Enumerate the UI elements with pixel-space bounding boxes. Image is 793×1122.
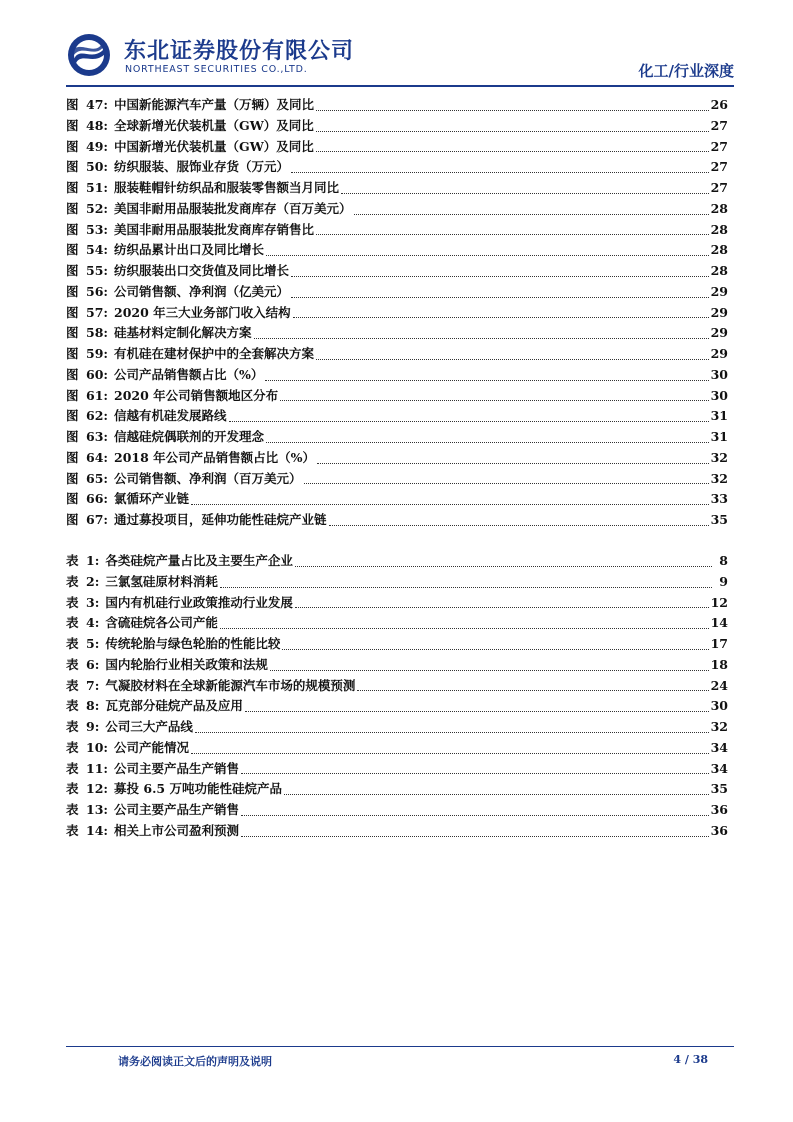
dot-leader [291, 297, 709, 298]
entry-prefix: 图 [66, 387, 79, 403]
toc-table-entry[interactable] [66, 676, 728, 697]
entry-title: 信越有机硅发展路线 [114, 408, 227, 424]
entry-page: 24 [710, 677, 728, 693]
toc-figure-entry[interactable] [66, 448, 728, 469]
toc-table-entry[interactable] [66, 779, 728, 800]
entry-title: 国内有机硅行业政策推动行业发展 [105, 594, 293, 610]
dot-leader [291, 276, 709, 277]
entry-page: 29 [710, 304, 728, 320]
dot-leader [329, 525, 709, 526]
entry-title: 公司主要产品生产销售 [114, 802, 240, 817]
toc-figure-entry[interactable] [66, 199, 728, 220]
entry-page: 8 [719, 553, 728, 568]
entry-page: 30 [710, 387, 728, 403]
entry-prefix: 表 [66, 553, 79, 568]
entry-prefix: 图 [66, 180, 79, 195]
entry-prefix: 表 [66, 615, 79, 631]
toc-table-entry[interactable] [66, 593, 728, 614]
entry-title: 公司主要产品生产销售 [114, 760, 240, 776]
dot-leader [316, 359, 709, 360]
entry-page: 36 [710, 802, 728, 817]
toc-figure-entry[interactable] [66, 178, 728, 199]
entry-page: 28 [710, 200, 728, 216]
entry-title: 全球新增光伏装机量（GW）及同比 [114, 117, 314, 133]
table-list [66, 551, 728, 842]
entry-page: 9 [719, 573, 728, 589]
entry-prefix: 图 [66, 449, 79, 465]
entry-prefix: 图 [66, 429, 79, 444]
entry-page: 31 [710, 408, 728, 424]
dot-leader [254, 338, 709, 339]
entry-number: 5: [86, 636, 100, 651]
toc-figure-entry[interactable] [66, 427, 728, 448]
dot-leader [284, 794, 709, 795]
entry-prefix: 图 [66, 263, 79, 278]
entry-number: 52: [86, 200, 109, 216]
entry-number: 65: [86, 470, 109, 486]
entry-page: 29 [710, 346, 728, 361]
entry-prefix: 图 [66, 117, 79, 133]
entry-page: 27 [710, 159, 728, 175]
toc-table-entry[interactable] [66, 696, 728, 717]
entry-number: 62: [86, 408, 109, 424]
entry-number: 56: [86, 283, 109, 299]
entry-page: 26 [710, 97, 728, 112]
entry-prefix: 表 [66, 822, 79, 838]
entry-prefix: 表 [66, 781, 79, 797]
toc-figure-entry[interactable] [66, 344, 728, 365]
entry-number: 58: [86, 325, 109, 341]
entry-number: 6: [86, 656, 100, 672]
entry-title: 纺织服装出口交货值及同比增长 [114, 263, 290, 278]
entry-number: 10: [86, 739, 109, 755]
report-category: 化工/行业深度 [638, 62, 734, 80]
dot-leader [280, 400, 708, 401]
toc-figure-entry[interactable] [66, 116, 728, 137]
entry-title: 氯循环产业链 [114, 491, 190, 507]
entry-prefix: 图 [66, 200, 79, 216]
entry-prefix: 表 [66, 656, 79, 672]
dot-leader [295, 607, 709, 608]
entry-prefix: 表 [66, 636, 79, 651]
dot-leader [191, 504, 709, 505]
entry-title: 中国新增光伏装机量（GW）及同比 [114, 138, 314, 154]
entry-prefix: 图 [66, 304, 79, 320]
dot-leader [304, 483, 709, 484]
entry-title: 公司产能情况 [114, 739, 190, 755]
dot-leader [341, 193, 709, 194]
dot-leader [266, 442, 709, 443]
entry-title: 国内轮胎行业相关政策和法规 [105, 656, 268, 672]
entry-title: 气凝胶材料在全球新能源汽车市场的规模预测 [105, 677, 356, 693]
toc-table-entry[interactable] [66, 717, 728, 738]
entry-page: 27 [710, 117, 728, 133]
entry-page: 36 [710, 822, 728, 838]
dot-leader [317, 463, 709, 464]
toc-figure-entry[interactable] [66, 261, 728, 282]
entry-number: 57: [86, 304, 109, 320]
toc-figure-entry[interactable] [66, 510, 728, 531]
entry-title: 公司三大产品线 [105, 719, 193, 734]
entry-number: 53: [86, 221, 109, 237]
footer-divider [66, 1046, 734, 1047]
entry-prefix: 表 [66, 802, 79, 817]
dot-leader [241, 815, 709, 816]
toc-figure-entry[interactable] [66, 365, 728, 386]
entry-number: 7: [86, 677, 100, 693]
entry-title: 服装鞋帽针纺织品和服装零售额当月同比 [114, 180, 340, 195]
entry-number: 49: [86, 138, 109, 154]
dot-leader [266, 255, 709, 256]
entry-title: 有机硅在建材保护中的全套解决方案 [114, 346, 315, 361]
entry-title: 硅基材料定制化解决方案 [114, 325, 252, 341]
entry-prefix: 表 [66, 719, 79, 734]
entry-number: 64: [86, 449, 109, 465]
entry-number: 63: [86, 429, 109, 444]
dot-leader [316, 151, 709, 152]
entry-page: 34 [710, 760, 728, 776]
entry-page: 32 [710, 719, 728, 734]
entry-number: 60: [86, 366, 109, 382]
entry-number: 47: [86, 97, 109, 112]
entry-title: 美国非耐用品服装批发商库存销售比 [114, 221, 315, 237]
dot-leader [241, 836, 709, 837]
dot-leader [265, 380, 708, 381]
entry-title: 含硫硅烷各公司产能 [105, 615, 218, 631]
toc-figure-entry[interactable] [66, 282, 728, 303]
entry-prefix: 图 [66, 242, 79, 258]
entry-title: 中国新能源汽车产量（万辆）及同比 [114, 97, 315, 112]
toc-table-entry[interactable] [66, 634, 728, 655]
entry-page: 35 [710, 512, 728, 527]
entry-number: 3: [86, 594, 100, 610]
entry-number: 61: [86, 387, 109, 403]
entry-prefix: 图 [66, 283, 79, 299]
entry-number: 51: [86, 180, 109, 195]
entry-prefix: 图 [66, 470, 79, 486]
dot-leader [195, 732, 709, 733]
entry-number: 12: [86, 781, 109, 797]
toc-table-entry[interactable] [66, 738, 728, 759]
entry-number: 11: [86, 760, 109, 776]
entry-number: 67: [86, 512, 109, 527]
page-header [66, 30, 734, 88]
entry-prefix: 表 [66, 739, 79, 755]
entry-page: 17 [710, 636, 728, 651]
dot-leader [291, 172, 709, 173]
toc-figure-entry[interactable] [66, 489, 728, 510]
toc-table-entry[interactable] [66, 759, 728, 780]
toc-figure-entry[interactable] [66, 386, 728, 407]
dot-leader [220, 628, 709, 629]
entry-page: 31 [710, 429, 728, 444]
entry-prefix: 表 [66, 573, 79, 589]
entry-title: 公司销售额、净利润（百万美元） [114, 470, 302, 486]
entry-prefix: 图 [66, 138, 79, 154]
entry-prefix: 表 [66, 677, 79, 693]
toc-figure-entry[interactable] [66, 137, 728, 158]
entry-title: 纺织服装、服饰业存货（万元） [114, 159, 290, 175]
toc-table-entry[interactable] [66, 821, 728, 842]
entry-title: 2020 年三大业务部门收入结构 [114, 304, 291, 320]
dot-leader [316, 110, 709, 111]
entry-page: 35 [710, 781, 728, 797]
entry-page: 18 [710, 656, 728, 672]
toc-figure-entry[interactable] [66, 469, 728, 490]
entry-prefix: 图 [66, 366, 79, 382]
entry-prefix: 图 [66, 159, 79, 175]
entry-page: 34 [710, 739, 728, 755]
entry-page: 14 [710, 615, 728, 631]
toc-table-entry[interactable] [66, 551, 728, 572]
entry-title: 信越硅烷偶联剂的开发理念 [114, 429, 265, 444]
toc-table-entry[interactable] [66, 655, 728, 676]
toc-figure-entry[interactable] [66, 406, 728, 427]
entry-prefix: 表 [66, 760, 79, 776]
dot-leader [191, 753, 709, 754]
entry-title: 三氯氢硅原材料消耗 [105, 573, 218, 589]
dot-leader [229, 421, 709, 422]
header-divider [66, 85, 734, 87]
entry-title: 美国非耐用品服装批发商库存（百万美元） [114, 200, 352, 216]
entry-page: 32 [710, 470, 728, 486]
toc-figure-entry[interactable] [66, 303, 728, 324]
dot-leader [293, 317, 709, 318]
dot-leader [354, 214, 709, 215]
entry-page: 28 [710, 242, 728, 258]
entry-number: 55: [86, 263, 109, 278]
entry-prefix: 图 [66, 491, 79, 507]
dot-leader [220, 587, 712, 588]
dot-leader [241, 773, 709, 774]
entry-page: 28 [710, 221, 728, 237]
entry-title: 募投 6.5 万吨功能性硅烷产品 [114, 781, 282, 797]
entry-number: 59: [86, 346, 109, 361]
entry-title: 2020 年公司销售额地区分布 [114, 387, 279, 403]
entry-page: 28 [710, 263, 728, 278]
entry-number: 54: [86, 242, 109, 258]
dot-leader [282, 649, 708, 650]
entry-page: 29 [710, 325, 728, 341]
entry-page: 30 [710, 366, 728, 382]
entry-title: 传统轮胎与绿色轮胎的性能比较 [105, 636, 281, 651]
toc-figure-entry[interactable] [66, 323, 728, 344]
entry-title: 瓦克部分硅烷产品及应用 [105, 698, 243, 714]
entry-title: 公司产品销售额占比（%） [114, 366, 264, 382]
entry-page: 27 [710, 138, 728, 154]
toc-table-entry[interactable] [66, 800, 728, 821]
entry-title: 相关上市公司盈利预测 [114, 822, 240, 838]
entry-title: 2018 年公司产品销售额占比（%） [114, 449, 316, 465]
entry-number: 14: [86, 822, 109, 838]
dot-leader [357, 690, 708, 691]
entry-prefix: 图 [66, 97, 79, 112]
company-name-cn: 东北证券股份有限公司 [124, 39, 355, 64]
dot-leader [316, 234, 709, 235]
entry-title: 通过募投项目，延伸功能性硅烷产业链 [114, 512, 327, 527]
entry-page: 32 [710, 449, 728, 465]
entry-page: 27 [710, 180, 728, 195]
entry-title: 各类硅烷产量占比及主要生产企业 [105, 553, 293, 568]
dot-leader [245, 711, 709, 712]
page-number: 4 / 38 [673, 1053, 708, 1066]
footer-disclaimer: 请务必阅读正文后的声明及说明 [118, 1055, 272, 1068]
entry-page: 29 [710, 283, 728, 299]
entry-number: 8: [86, 698, 100, 714]
entry-title: 纺织品累计出口及同比增长 [114, 242, 265, 258]
entry-page: 12 [710, 594, 728, 610]
toc-table-entry[interactable] [66, 572, 728, 593]
northeast-securities-logo-icon [66, 32, 112, 78]
toc-figure-entry[interactable] [66, 157, 728, 178]
entry-number: 66: [86, 491, 109, 507]
dot-leader [270, 670, 709, 671]
entry-page: 33 [710, 491, 728, 507]
entry-prefix: 表 [66, 698, 79, 714]
entry-number: 1: [86, 553, 100, 568]
entry-prefix: 图 [66, 325, 79, 341]
entry-prefix: 图 [66, 346, 79, 361]
entry-prefix: 图 [66, 221, 79, 237]
entry-number: 4: [86, 615, 100, 631]
figure-list [66, 95, 728, 531]
dot-leader [316, 131, 709, 132]
toc-table-entry[interactable] [66, 613, 728, 634]
entry-number: 48: [86, 117, 109, 133]
entry-number: 2: [86, 573, 100, 589]
dot-leader [295, 566, 712, 567]
toc-figure-entry[interactable] [66, 95, 728, 116]
entry-prefix: 图 [66, 408, 79, 424]
entry-title: 公司销售额、净利润（亿美元） [114, 283, 290, 299]
entry-prefix: 表 [66, 594, 79, 610]
entry-number: 9: [86, 719, 100, 734]
toc-figure-entry[interactable] [66, 240, 728, 261]
entry-prefix: 图 [66, 512, 79, 527]
entry-page: 30 [710, 698, 728, 714]
company-name-en: NORTHEAST SECURITIES CO.,LTD. [125, 64, 308, 75]
entry-number: 13: [86, 802, 109, 817]
toc-figure-entry[interactable] [66, 220, 728, 241]
entry-number: 50: [86, 159, 109, 175]
